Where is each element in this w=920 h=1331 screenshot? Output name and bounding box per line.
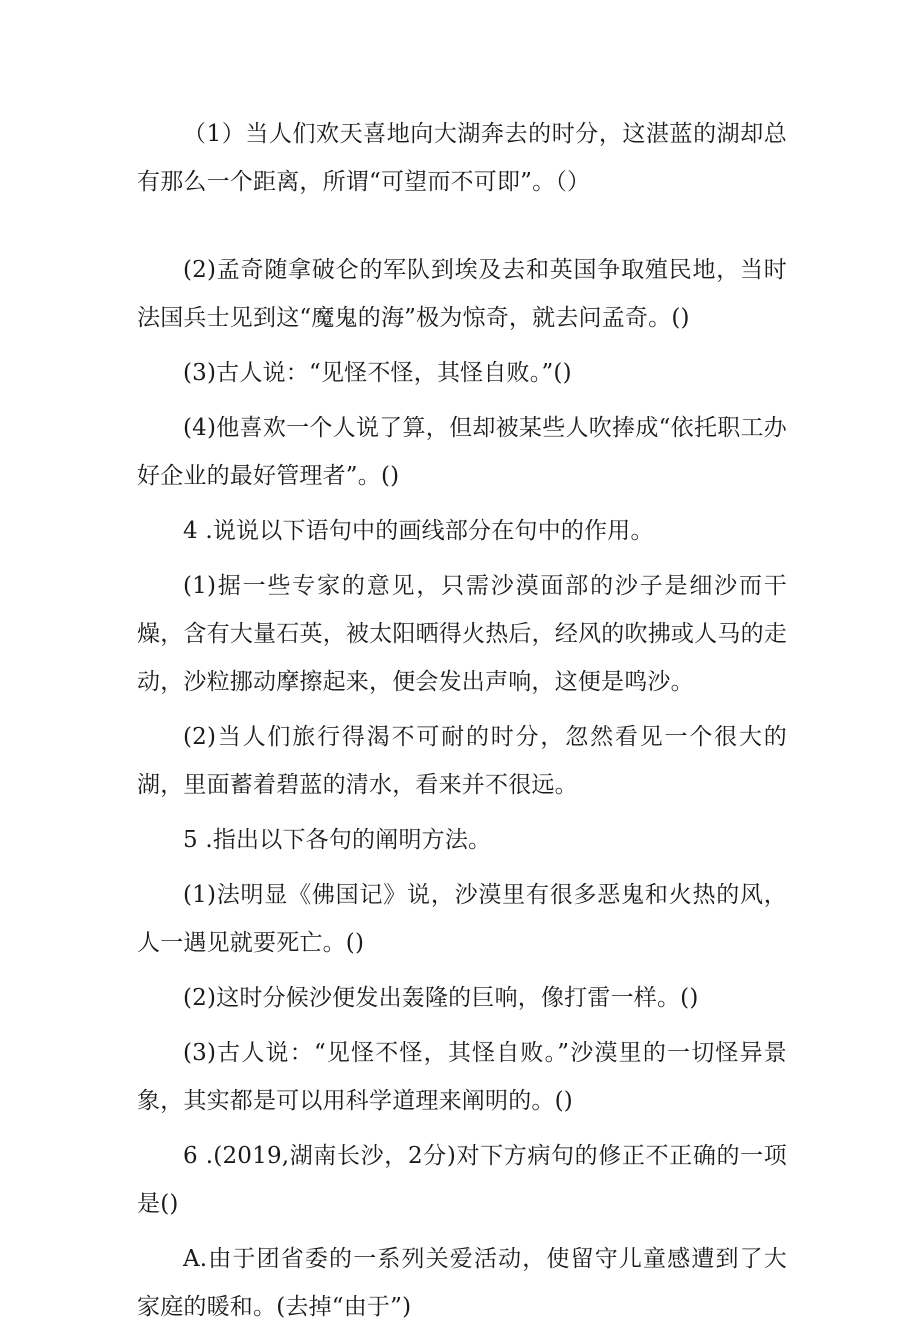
question-3-item-2: (2)孟奇随拿破仑的军队到埃及去和英国争取殖民地，当时法国兵士见到这“魔鬼的海”极为惊奇，就去问孟奇。() <box>137 257 787 331</box>
question-4-item-2: (2)当人们旅行得渴不可耐的时分，忽然看见一个很大的湖，里面蓄着碧蓝的清水，看来并不很远。 <box>137 724 787 798</box>
question-6-heading: 6 .(2019,湖南长沙，2分)对下方病句的修正不正确的一项是() <box>137 1143 787 1217</box>
question-5-heading: 5 .指出以下各句的阐明方法。 <box>183 827 492 853</box>
question-3-item-1: （1）当人们欢天喜地向大湖奔去的时分，这湛蓝的湖却总有那么一个距离，所谓“可望而不可即”。（） <box>137 121 787 195</box>
question-3-item-4: (4)他喜欢一个人说了算，但却被某些人吹捧成“依托职工办好企业的最好管理者”。() <box>137 415 787 489</box>
question-5-item-2: (2)这时分候沙便发出轰隆的巨响，像打雷一样。() <box>183 985 699 1011</box>
question-5-item-1: (1)法明显《佛国记》说，沙漠里有很多恶鬼和火热的风，人一遇见就要死亡。() <box>137 882 787 956</box>
question-3-item-3: (3)古人说：“见怪不怪，其怪自败。”() <box>183 360 572 386</box>
question-5-item-3: (3)古人说：“见怪不怪，其怪自败。”沙漠里的一切怪异景象，其实都是可以用科学道理来阐明的。() <box>137 1040 787 1114</box>
document-body <box>137 110 787 1331</box>
question-6-option-a: A.由于团省委的一系列关爱活动，使留守儿童感遭到了大家庭的暖和。(去掉“由于”) <box>137 1246 787 1320</box>
question-4-heading: 4 .说说以下语句中的画线部分在句中的作用。 <box>183 518 654 544</box>
question-4-item-1: (1)据一些专家的意见，只需沙漠面部的沙子是细沙而干燥，含有大量石英，被太阳晒得火热后，经风的吹拂或人马的走动，沙粒挪动摩擦起来，便会发出声响，这便是鸣沙。 <box>137 573 787 695</box>
